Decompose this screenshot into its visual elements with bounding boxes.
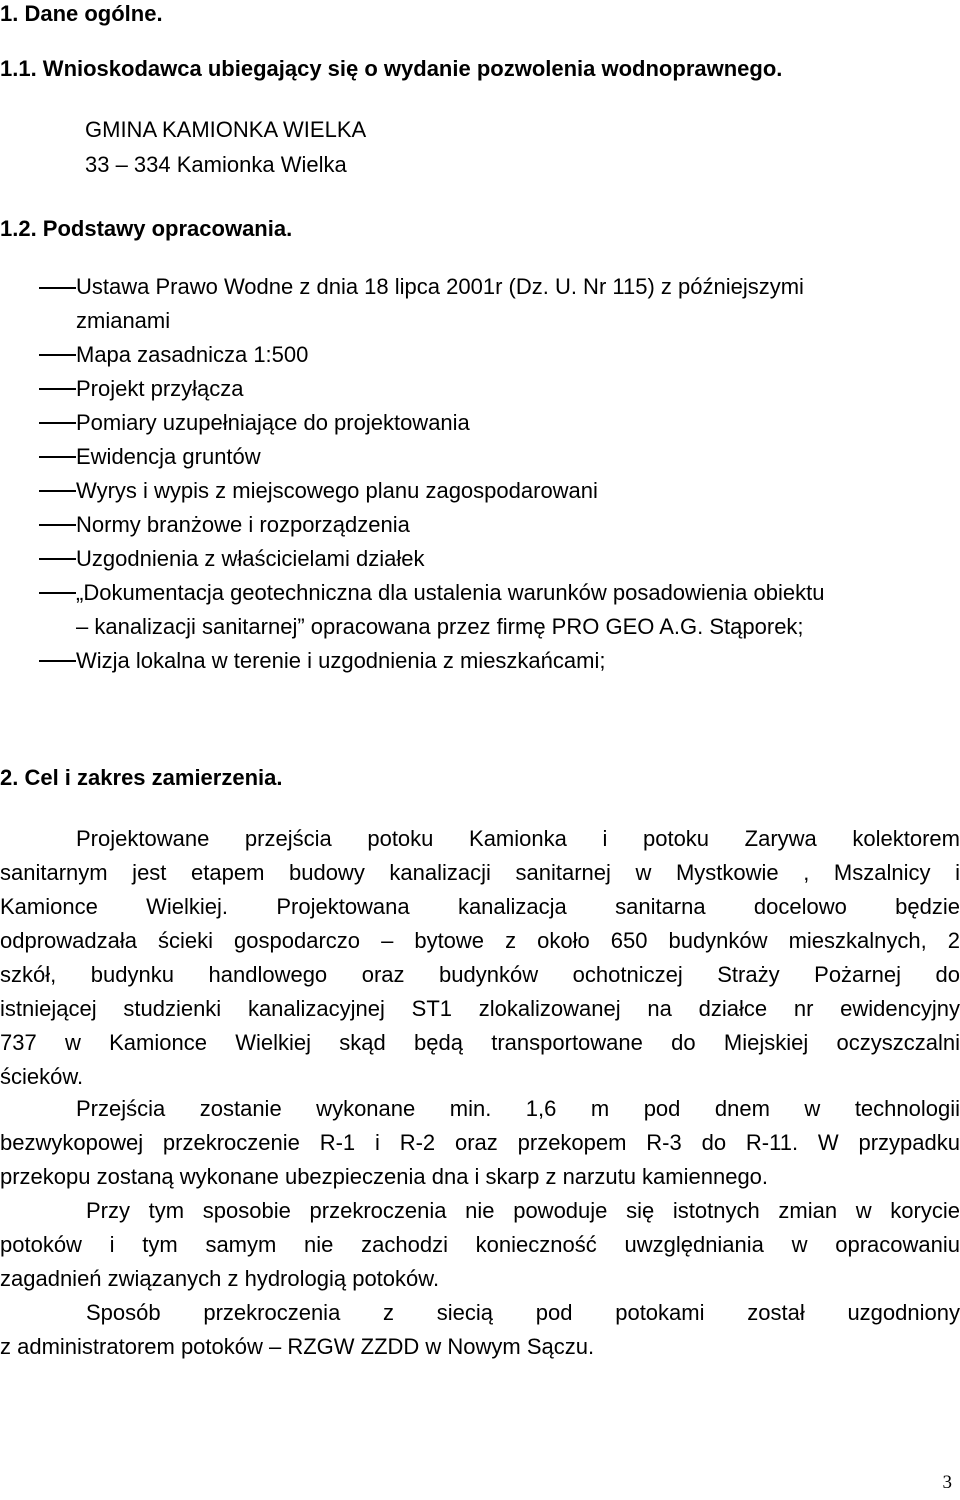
section-1-heading: 1. Dane ogólne. <box>0 1 163 26</box>
paragraph-line: Sposób przekroczenia z siecią pod potokami został uzgodniony <box>86 1300 960 1325</box>
list-dash <box>39 524 76 526</box>
section-2-heading: 2. Cel i zakres zamierzenia. <box>0 765 283 790</box>
list-item: Wyrys i wypis z miejscowego planu zagospodarowani <box>76 478 598 503</box>
list-item: Projekt przyłącza <box>76 376 244 401</box>
list-item: Ewidencja gruntów <box>76 444 261 469</box>
page-number: 3 <box>942 1472 952 1493</box>
list-dash <box>39 287 76 289</box>
list-item: Mapa zasadnicza 1:500 <box>76 342 309 367</box>
paragraph-line: 737 w Kamionce Wielkiej skąd będą transportowane do Miejskiej oczyszczalni <box>0 1030 960 1055</box>
section-1-1-heading: 1.1. Wnioskodawca ubiegający się o wydanie pozwolenia wodnoprawnego. <box>0 56 783 81</box>
section-1-2-heading: 1.2. Podstawy opracowania. <box>0 216 293 241</box>
paragraph-line: zagadnień związanych z hydrologią potoków. <box>0 1266 440 1291</box>
list-dash <box>39 490 76 492</box>
list-item-continuation: zmianami <box>76 308 171 333</box>
paragraph-line: Przy tym sposobie przekroczenia nie powoduje się istotnych zmian w korycie <box>86 1198 960 1223</box>
paragraph-line: istniejącej studzienki kanalizacyjnej ST1 zlokalizowanej na działce nr ewidencyjny <box>0 996 960 1021</box>
list-item: Wizja lokalna w terenie i uzgodnienia z mieszkańcami; <box>76 648 606 673</box>
list-item: Pomiary uzupełniające do projektowania <box>76 410 470 435</box>
list-dash <box>39 558 76 560</box>
list-dash <box>39 592 76 594</box>
applicant-address: 33 – 334 Kamionka Wielka <box>85 152 347 177</box>
paragraph-line: odprowadzała ścieki gospodarczo – bytowe z około 650 budynków mieszkalnych, 2 <box>0 928 960 953</box>
paragraph-line: przekopu zostaną wykonane ubezpieczenia dna i skarp z narzutu kamiennego. <box>0 1164 769 1189</box>
paragraph-line: szkół, budynku handlowego oraz budynków ochotniczej Straży Pożarnej do <box>0 962 960 987</box>
list-item: Normy branżowe i rozporządzenia <box>76 512 410 537</box>
paragraph-line: Projektowane przejścia potoku Kamionka i potoku Zarywa kolektorem <box>76 826 960 851</box>
list-item: Uzgodnienia z właścicielami działek <box>76 546 425 571</box>
list-dash <box>39 422 76 424</box>
list-item: Ustawa Prawo Wodne z dnia 18 lipca 2001r (Dz. U. Nr 115) z późniejszymi <box>76 274 804 299</box>
paragraph-line: Przejścia zostanie wykonane min. 1,6 m pod dnem w technologii <box>76 1096 960 1121</box>
applicant-name: GMINA KAMIONKA WIELKA <box>85 117 367 142</box>
list-dash <box>39 388 76 390</box>
list-dash <box>39 354 76 356</box>
paragraph-line: Kamionce Wielkiej. Projektowana kanalizacja sanitarna docelowo będzie <box>0 894 960 919</box>
list-dash <box>39 660 76 662</box>
list-item: „Dokumentacja geotechniczna dla ustalenia warunków posadowienia obiektu <box>76 580 825 605</box>
paragraph-line: potoków i tym samym nie zachodzi konieczność uwzględniania w opracowaniu <box>0 1232 960 1257</box>
list-dash <box>39 456 76 458</box>
paragraph-line: z administratorem potoków – RZGW ZZDD w Nowym Sączu. <box>0 1334 595 1359</box>
paragraph-line: sanitarnym jest etapem budowy kanalizacji sanitarnej w Mystkowie , Mszalnicy i <box>0 860 960 885</box>
list-item-continuation: – kanalizacji sanitarnej” opracowana przez firmę PRO GEO A.G. Stąporek; <box>76 614 804 639</box>
paragraph-line: bezwykopowej przekroczenie R-1 i R-2 oraz przekopem R-3 do R-11. W przypadku <box>0 1130 960 1155</box>
paragraph-line: ścieków. <box>0 1064 84 1089</box>
